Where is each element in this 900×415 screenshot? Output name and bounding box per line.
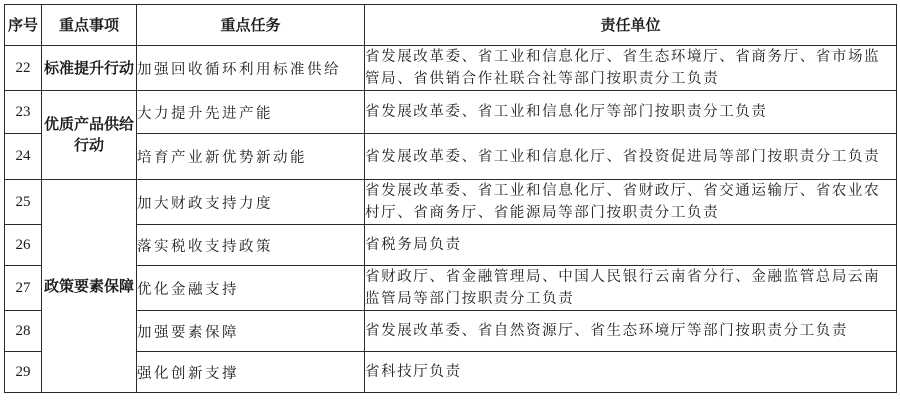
unit-cell: 省科技厅负责 [365, 352, 897, 393]
table-body [5, 46, 897, 393]
table-header [5, 5, 897, 46]
unit-cell: 省发展改革委、省工业和信息化厅、省投资促进局等部门按职责分工负责 [365, 134, 897, 180]
group-standard-upgrade: 标准提升行动 [42, 46, 137, 91]
row-number: 25 [5, 180, 42, 225]
task-cell: 强化创新支撑 [137, 352, 365, 393]
unit-cell: 省发展改革委、省工业和信息化厅、省生态环境厅、省商务厅、省市场监管局、省供销合作社联合社等部门按职责分工负责 [365, 46, 897, 91]
table-row [5, 91, 897, 134]
task-cell: 大力提升先进产能 [137, 91, 365, 134]
row-number: 22 [5, 46, 42, 91]
unit-cell: 省发展改革委、省自然资源厅、省生态环境厅等部门按职责分工负责 [365, 311, 897, 352]
group-quality-supply: 优质产品供给行动 [42, 91, 137, 180]
header-number: 序号 [5, 5, 42, 46]
row-number: 26 [5, 225, 42, 266]
task-cell: 优化金融支持 [137, 266, 365, 311]
header-row [5, 5, 897, 46]
table-row [5, 46, 897, 91]
task-cell: 培育产业新优势新动能 [137, 134, 365, 180]
header-item: 重点事项 [42, 5, 137, 46]
row-number: 29 [5, 352, 42, 393]
task-cell: 加强回收循环利用标准供给 [137, 46, 365, 91]
task-cell: 加大财政支持力度 [137, 180, 365, 225]
table-row [5, 180, 897, 225]
unit-cell: 省税务局负责 [365, 225, 897, 266]
group-policy-support: 政策要素保障 [42, 180, 137, 393]
table-row [5, 225, 897, 266]
row-number: 23 [5, 91, 42, 134]
task-cell: 加强要素保障 [137, 311, 365, 352]
table-row [5, 352, 897, 393]
table-row [5, 266, 897, 311]
responsibility-table [4, 4, 897, 393]
table-row [5, 134, 897, 180]
row-number: 27 [5, 266, 42, 311]
unit-cell: 省发展改革委、省工业和信息化厅、省财政厅、省交通运输厅、省农业农村厅、省商务厅、省能源局等部门按职责分工负责 [365, 180, 897, 225]
header-unit: 责任单位 [365, 5, 897, 46]
task-cell: 落实税收支持政策 [137, 225, 365, 266]
unit-cell: 省财政厅、省金融管理局、中国人民银行云南省分行、金融监管总局云南监管局等部门按职责分工负责 [365, 266, 897, 311]
unit-cell: 省发展改革委、省工业和信息化厅等部门按职责分工负责 [365, 91, 897, 134]
row-number: 28 [5, 311, 42, 352]
table-row [5, 311, 897, 352]
row-number: 24 [5, 134, 42, 180]
header-task: 重点任务 [137, 5, 365, 46]
